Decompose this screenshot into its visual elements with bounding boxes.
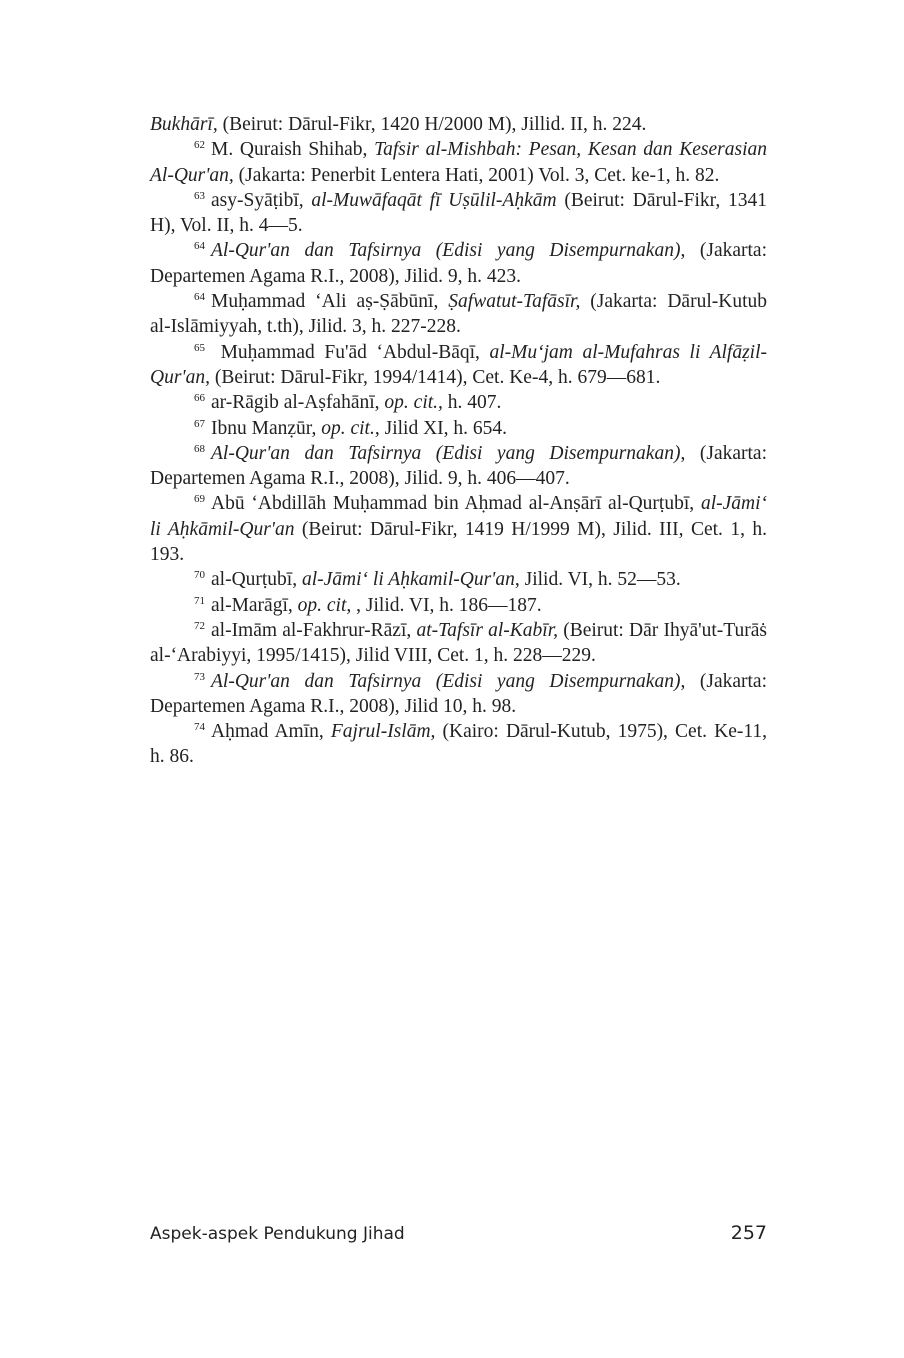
footnote-text: , Jilid. VI, h. 52—53. [514, 569, 681, 591]
footnote-title: op. cit., [384, 392, 443, 414]
footnote [150, 416, 767, 441]
footnote-title: Ṣafwatut-Tafāsīr, [448, 291, 581, 313]
footnote [150, 137, 767, 188]
footnote-text: al-Imām al-Fakhrur-Rāzī, [211, 619, 417, 641]
footnote-text: (Beirut: Dārul-Fikr, 1994/1414), Cet. Ke-4, h. 679—681. [209, 366, 661, 388]
footnote [150, 238, 767, 289]
footnotes-block [150, 112, 767, 770]
footnote-text: al-Qurṭubī, [211, 569, 302, 591]
footnote-title: al-Jāmi‘ li Aḥkāmil-Qur'an [150, 493, 767, 540]
footnote-text: (Beirut: Dārul-Fikr, 1419 H/1999 M), Jilid. III, Cet. 1, h. 193. [150, 518, 767, 566]
footnote-number: 62 [194, 139, 205, 152]
footnote-title: Bukhārī, [150, 114, 218, 135]
footnote-text: , (Jakarta: Departemen Agama R.I., 2008), Jilid 10, h. 98. [150, 670, 767, 717]
footnote-number: 73 [194, 670, 205, 683]
footnote-text: Muḥammad Fu'ād ‘Abdul-Bāqī, [211, 341, 490, 363]
footnote-title: op. cit, [297, 594, 352, 616]
footnote-title: Al-Qur'an dan Tafsirnya (Edisi yang Disempurnakan) [211, 240, 681, 262]
footnote-number: 63 [194, 189, 205, 202]
footnote [150, 112, 767, 137]
footnote-text: al-Marāgī, [211, 594, 298, 616]
footnote-text: ar-Rāgib al-Aṣfahānī, [211, 392, 385, 414]
footnote-number: 69 [194, 493, 205, 506]
footnote-text: Muḥammad ‘Ali aṣ-Ṣābūnī, [211, 291, 449, 313]
footnote-text: (Beirut: Dārul-Fikr, 1341 H), Vol. II, h. 4—5. [150, 189, 767, 237]
footnote [150, 390, 767, 415]
footnote [150, 719, 767, 770]
footnote-title: Al-Qur'an dan Tafsirnya (Edisi yang Disempurnakan) [211, 670, 681, 692]
footnote-number: 67 [194, 417, 205, 430]
footnote-text: (Jakarta: Dārul-Kutub al-Islāmiyyah, t.th), Jilid. 3, h. 227-228. [150, 291, 767, 338]
footnote-text: asy-Syāṭibī, [211, 189, 312, 211]
footnote-text: Aḥmad Amīn, [211, 721, 331, 743]
footnote-number: 64 [194, 291, 205, 304]
footnote-title: Fajrul-Islām, [330, 721, 436, 743]
footnote [150, 669, 767, 720]
footnote-title: op. cit. [321, 417, 375, 439]
footnote-number: 66 [194, 392, 205, 405]
footnote [150, 340, 767, 391]
footnote-number: 68 [194, 442, 205, 455]
footnote [150, 567, 767, 592]
footnote-title: at-Tafsīr al-Kabīr, [416, 619, 559, 641]
page-footer [150, 1222, 767, 1244]
footnote-text: Ibnu Manẓūr, [211, 417, 322, 439]
footnote-text: (Jakarta: Penerbit Lentera Hati, 2001) Vol. 3, Cet. ke-1, h. 82. [233, 164, 720, 186]
footnote-text: M. Quraish Shihab, [211, 139, 375, 161]
footnote-title: al-Mu‘jam al-Mufahras li Alfāẓil-Qur'an, [150, 341, 767, 388]
footnote [150, 491, 767, 567]
footnote-text: (Kairo: Dārul-Kutub, 1975), Cet. Ke-11, h. 86. [150, 721, 767, 768]
footnote [150, 441, 767, 492]
footnote-text: Abū ‘Abdillāh Muḥammad bin Aḥmad al-Anṣārī al-Qurṭubī, [211, 493, 701, 515]
footnote-text: , Jilid. VI, h. 186—187. [351, 594, 542, 616]
footnote [150, 289, 767, 340]
footnote-number: 64 [194, 240, 205, 253]
footnote-number: 71 [194, 594, 205, 607]
footnote-title: Tafsir al-Mishbah: Pesan, Kesan dan Keserasian Al-Qur'an, [150, 139, 767, 186]
footnote-title: al-Muwāfaqāt fī Uṣūlil-Aḥkām [311, 189, 557, 211]
footnote-text: (Beirut: Dār Ihyā'ut-Turāṡ al-‘Arabiyyi, 1995/1415), Jilid VIII, Cet. 1, h. 228—229. [150, 619, 767, 667]
footnote [150, 188, 767, 239]
footnote-text: (Beirut: Dārul-Fikr, 1420 H/2000 M), Jillid. II, h. 224. [217, 114, 647, 135]
footnote-number: 70 [194, 569, 205, 582]
footnote-number: 74 [194, 721, 205, 734]
footnote [150, 593, 767, 618]
footnote-number: 72 [194, 619, 205, 632]
footnote-number: 65 [194, 341, 205, 354]
footnote-text: , Jilid XI, h. 654. [374, 417, 508, 439]
footnote-text: h. 407. [442, 392, 502, 414]
page-number: 257 [730, 1222, 767, 1244]
footnote-title: Al-Qur'an dan Tafsirnya (Edisi yang Disempurnakan) [211, 442, 681, 464]
running-title: Aspek-aspek Pendukung Jihad [150, 1224, 405, 1244]
footnote-title: al-Jāmi‘ li Aḥkamil-Qur'an [301, 569, 515, 591]
footnote [150, 618, 767, 669]
footnote-text: , (Jakarta: Departemen Agama R.I., 2008), Jilid. 9, h. 423. [150, 240, 767, 287]
footnote-text: , (Jakarta: Departemen Agama R.I., 2008), Jilid. 9, h. 406—407. [150, 442, 767, 490]
